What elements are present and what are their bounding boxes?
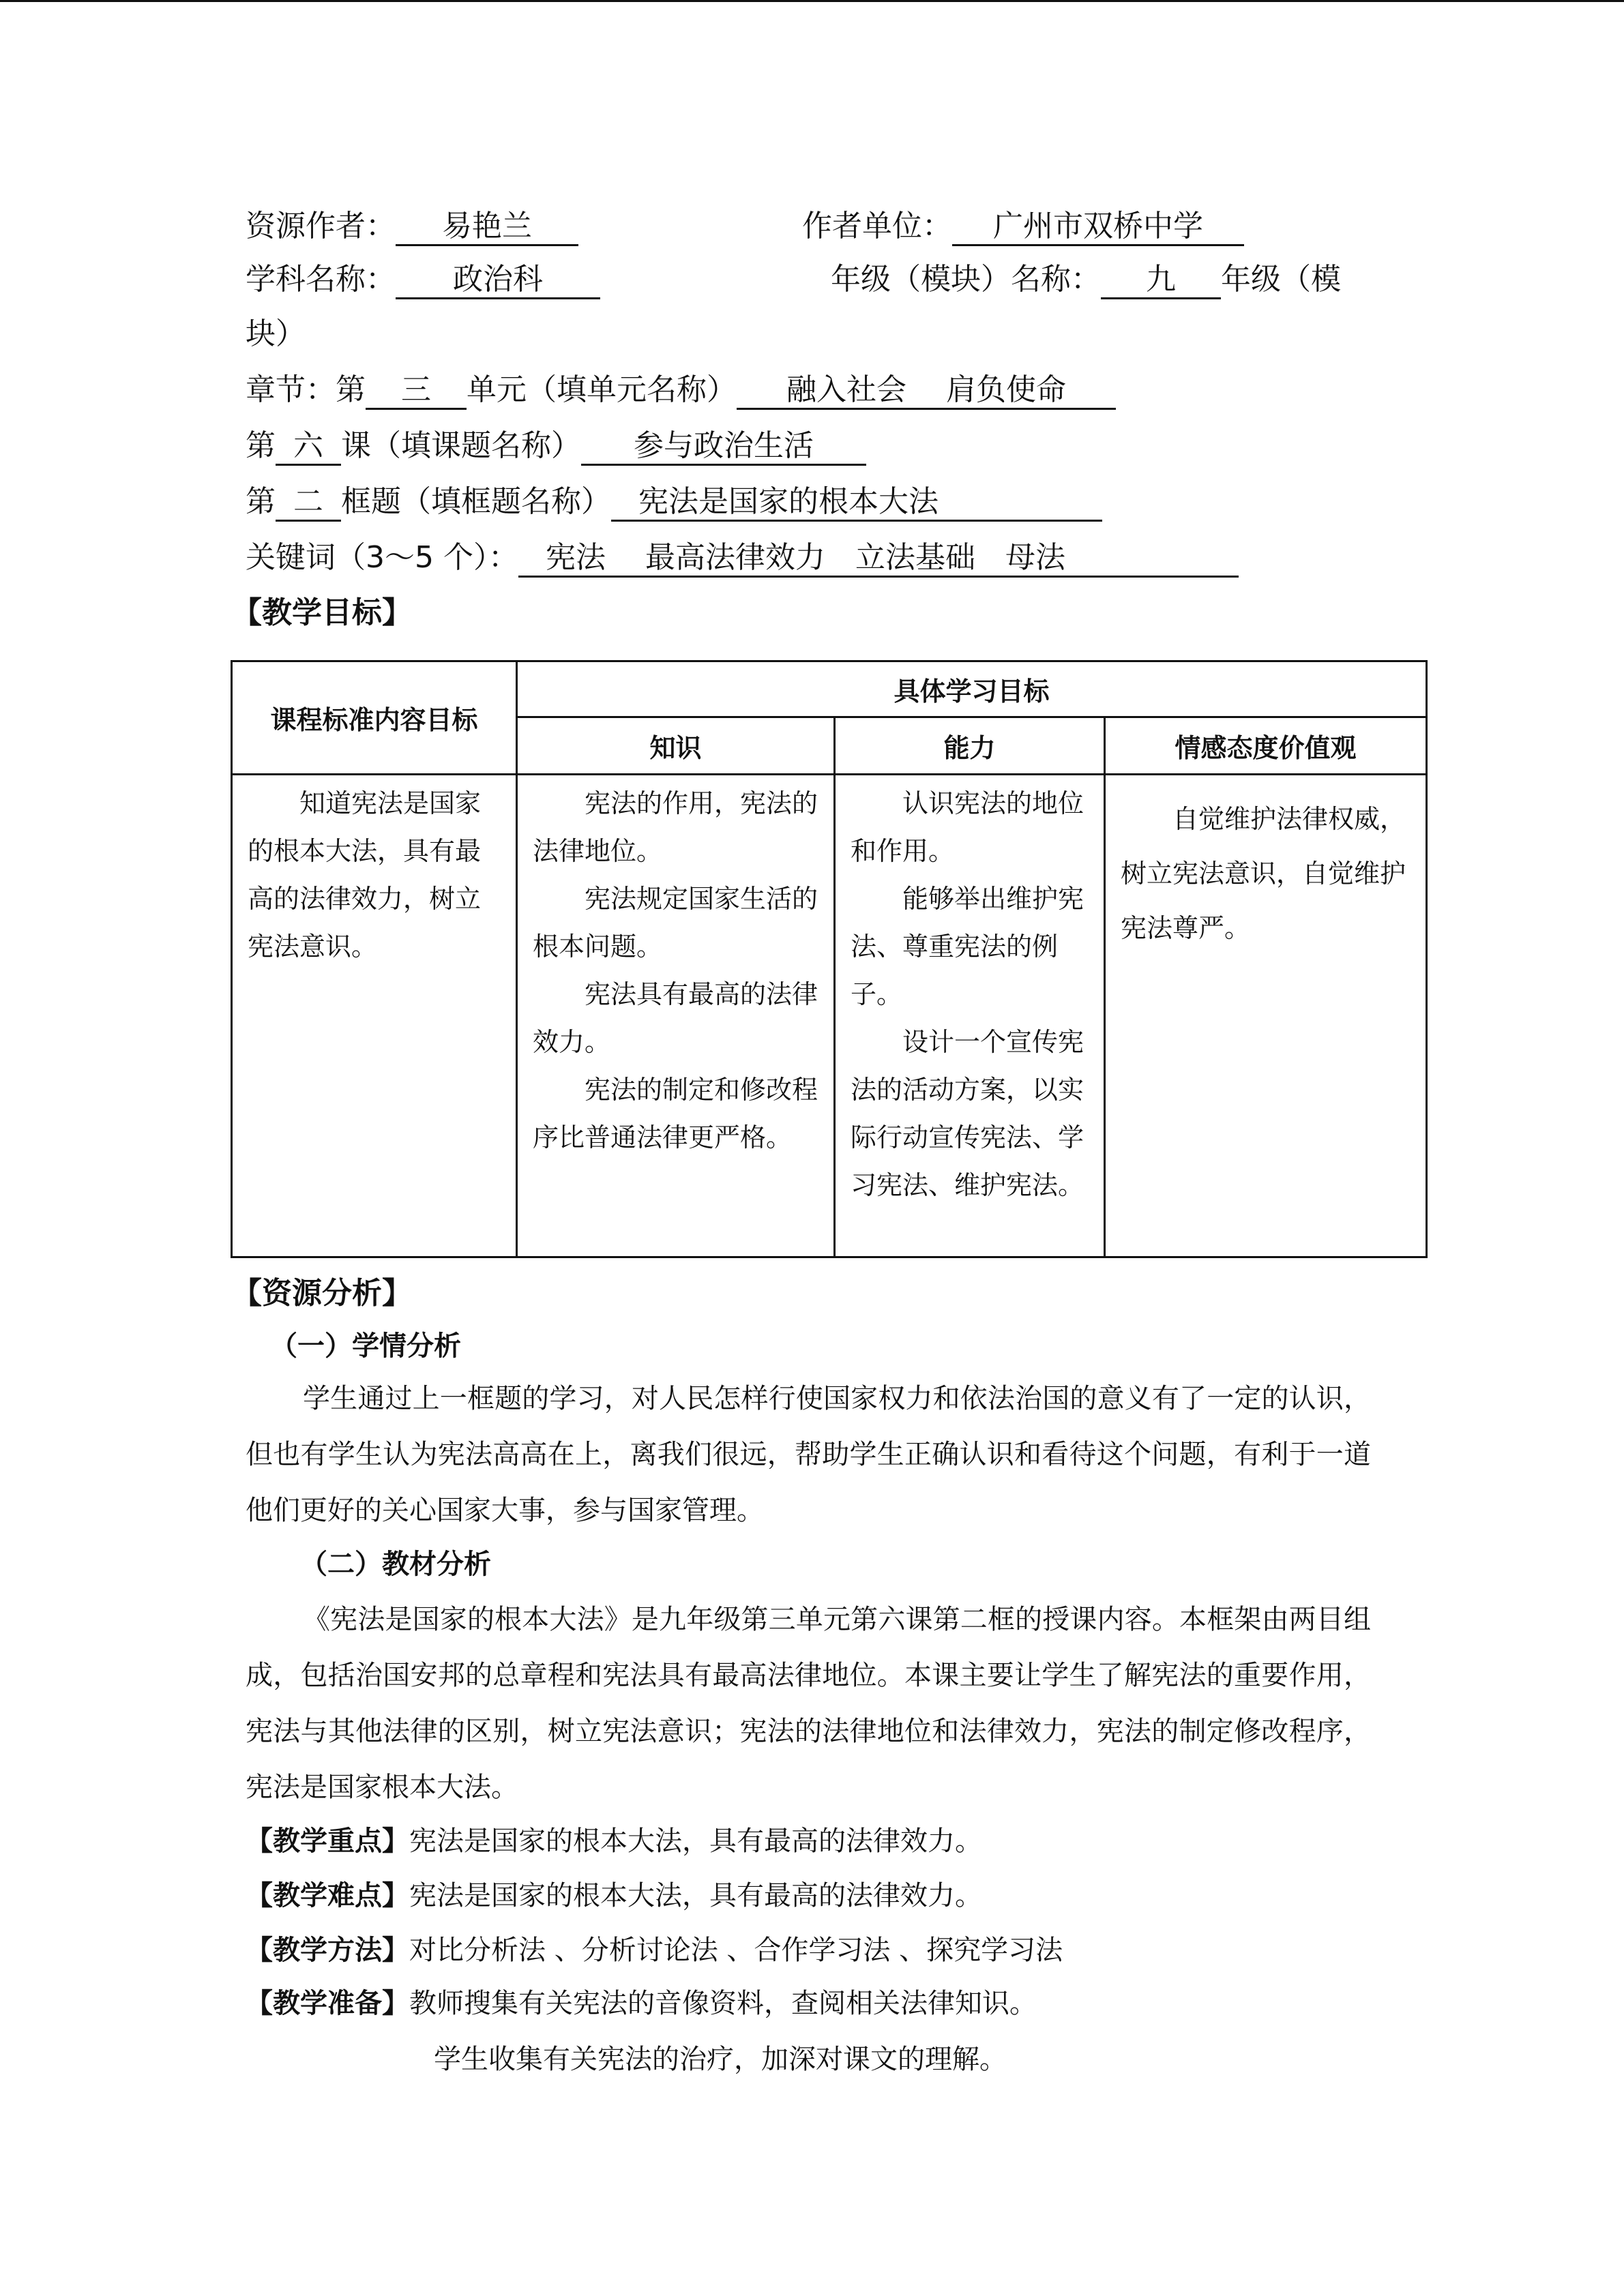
- material-analysis-title: （二）教材分析: [300, 1549, 491, 1580]
- top-border: [0, 0, 1624, 2]
- col-emotion-header: 情感态度价值观: [1105, 717, 1427, 775]
- unit-label: 作者单位：: [802, 209, 952, 243]
- lesson-prefix: 第: [246, 428, 276, 463]
- prep-label: 【教学准备】: [246, 1988, 409, 2019]
- difficulty-label: 【教学难点】: [246, 1880, 409, 1911]
- emotion-text: 自觉维护法律权威，树立宪法意识，自觉维护宪法尊严。: [1121, 804, 1406, 943]
- col-standard-header: 课程标准内容目标: [232, 661, 517, 775]
- method-label: 【教学方法】: [246, 1935, 409, 1966]
- grade-line: [831, 259, 1341, 300]
- material-analysis-text: 《宪法是国家的根本大法》是九年级第三单元第六课第二框的授课内容。本框架由两目组成，包括治国安邦的总章程和宪法具有最高法律地位。本课主要让学生了解宪法的重要作用，宪法与其他法律的区别，树立宪法意识；宪法的法律地位和法律效力，宪法的制定修改程序，宪法是国家根本大法。: [246, 1604, 1371, 1803]
- chapter-value: 三: [366, 372, 467, 410]
- lesson-mid: 课（填课题名称）: [341, 428, 581, 463]
- knowledge-item: 宪法规定国家生活的根本问题。: [533, 884, 818, 961]
- chapter-line: [246, 370, 1116, 411]
- unit-line: [802, 206, 1244, 247]
- ability-item: 认识宪法的地位和作用。: [851, 788, 1084, 866]
- prep-line-2: [434, 2039, 1007, 2080]
- grade-suffix: 年级（模: [1221, 262, 1341, 297]
- author-line: [246, 206, 578, 247]
- focus-label: 【教学重点】: [246, 1825, 409, 1857]
- lesson-name: 参与政治生活: [581, 428, 866, 466]
- grade-value: 九: [1101, 262, 1221, 299]
- frame-mid: 框题（填框题名称）: [341, 484, 611, 519]
- frame-prefix: 第: [246, 484, 276, 519]
- difficulty-text: 宪法是国家的根本大法，具有最高的法律效力。: [409, 1880, 982, 1911]
- knowledge-item: 宪法具有最高的法律效力。: [533, 979, 818, 1057]
- subject-line: [246, 259, 600, 300]
- subject-label: 学科名称：: [246, 262, 396, 297]
- author-value: 易艳兰: [396, 209, 578, 246]
- prep-text-2: 学生收集有关宪法的治疗，加深对课文的理解。: [434, 2044, 1007, 2075]
- col-specific-header: 具体学习目标: [517, 661, 1427, 717]
- lesson-line: [246, 426, 866, 466]
- table-header-row: [232, 661, 1427, 717]
- keywords-value: 宪法 最高法律效力 立法基础 母法: [518, 540, 1239, 578]
- knowledge-item: 宪法的制定和修改程序比普通法律更严格。: [533, 1075, 818, 1152]
- prep-line: [246, 1983, 1037, 2024]
- teaching-goals-title: 【教学目标】: [232, 595, 412, 630]
- frame-value: 二: [276, 484, 341, 522]
- teaching-goals-table: [231, 660, 1428, 1258]
- unit-value: 广州市双桥中学: [952, 209, 1244, 246]
- subject-value: 政治科: [396, 262, 600, 299]
- standard-text: 知道宪法是国家的根本大法，具有最高的法律效力，树立宪法意识。: [248, 788, 482, 961]
- ability-item: 设计一个宣传宪法的活动方案，以实际行动宣传宪法、学习宪法、维护宪法。: [851, 1027, 1084, 1200]
- chapter-prefix: 章节：第: [246, 372, 366, 407]
- student-analysis-text: 学生通过上一框题的学习，对人民怎样行使国家权力和依法治国的意义有了一定的认识，但也有学生认为宪法高高在上，离我们很远，帮助学生正确认识和看待这个问题，有利于一道他们更好的关心国家大事，参与国家管理。: [246, 1383, 1371, 1526]
- grade-label: 年级（模块）名称：: [831, 262, 1101, 297]
- focus-text: 宪法是国家的根本大法，具有最高的法律效力。: [409, 1825, 982, 1857]
- frame-line: [246, 481, 1102, 522]
- method-line: [246, 1930, 1063, 1971]
- focus-line: [246, 1821, 982, 1862]
- prep-text: 教师搜集有关宪法的音像资料，查阅相关法律知识。: [409, 1988, 1037, 2019]
- analysis-title: 【资源分析】: [232, 1276, 412, 1311]
- method-text: 对比分析法 、分析讨论法 、合作学习法 、探究学习法: [409, 1935, 1063, 1966]
- emotion-cell: [1105, 775, 1427, 1257]
- keywords-line: [246, 537, 1239, 578]
- knowledge-cell: [517, 775, 835, 1257]
- grade-suffix-wrap: 块）: [246, 316, 306, 351]
- knowledge-item: 宪法的作用，宪法的法律地位。: [533, 788, 818, 866]
- ability-item: 能够举出维护宪法、尊重宪法的例子。: [851, 884, 1084, 1009]
- student-analysis-title: （一）学情分析: [270, 1330, 461, 1362]
- col-ability-header: 能力: [835, 717, 1105, 775]
- ability-cell: [835, 775, 1105, 1257]
- lesson-value: 六: [276, 428, 341, 466]
- chapter-mid: 单元（填单元名称）: [467, 372, 737, 407]
- author-label: 资源作者：: [246, 209, 396, 243]
- frame-name: 宪法是国家的根本大法: [611, 484, 1102, 522]
- difficulty-line: [246, 1875, 982, 1916]
- table-row: [232, 775, 1427, 1257]
- standard-cell: [232, 775, 517, 1257]
- col-knowledge-header: 知识: [517, 717, 835, 775]
- keywords-label: 关键词（3～5 个）：: [246, 540, 518, 575]
- chapter-name: 融入社会 肩负使命: [737, 372, 1116, 410]
